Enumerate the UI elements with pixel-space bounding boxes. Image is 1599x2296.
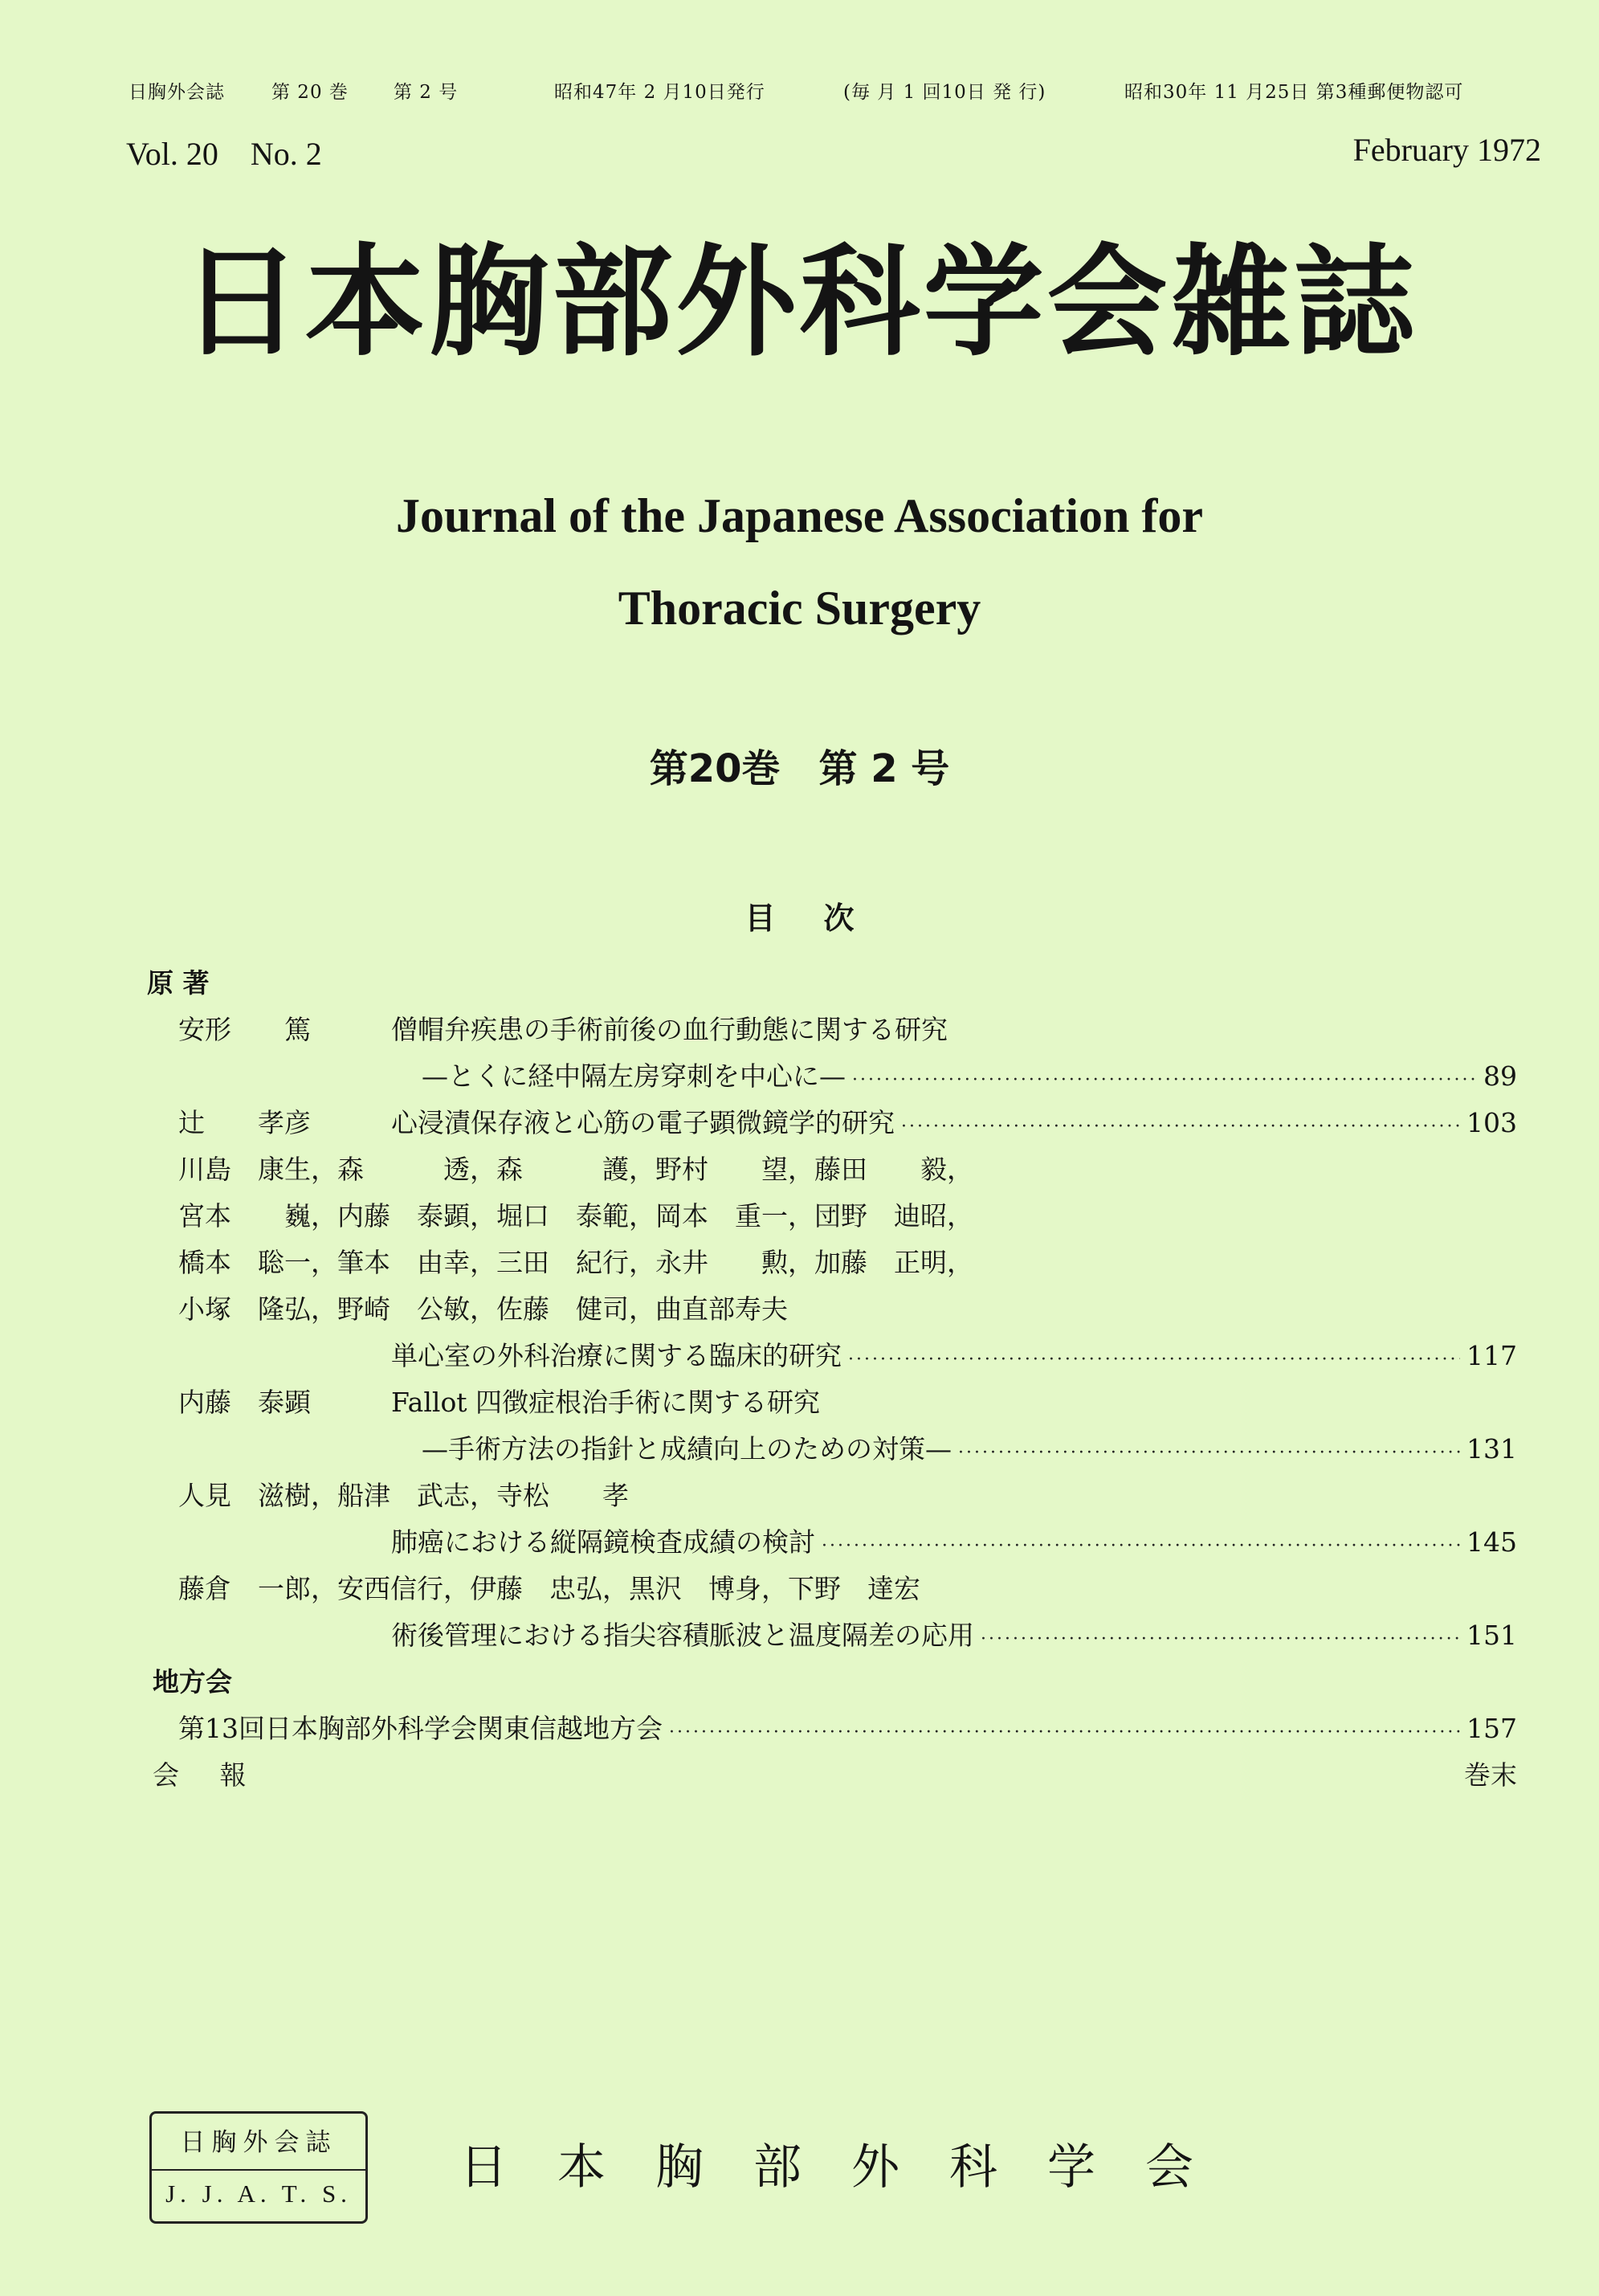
- list-item: [0, 1426, 1599, 1473]
- author-list: 内藤 泰顕: [178, 1387, 311, 1418]
- journal-title-en: [0, 470, 1599, 655]
- leader-dots: [981, 1616, 1460, 1663]
- volume-jp: 第 20 巻: [271, 82, 349, 103]
- article-title-text: 術後管理における指尖容積脈波と温度隔差の応用: [391, 1620, 974, 1651]
- journal-abbr: 日胸外会誌: [128, 82, 225, 103]
- toc-section-regional: [0, 1659, 1599, 1706]
- list-item: [0, 1053, 1599, 1100]
- list-item: [0, 1240, 1599, 1286]
- page-number: 151: [1466, 1620, 1517, 1651]
- author-list: 小塚 隆弘，野崎 公敏，佐藤 健司，曲直部寿夫: [178, 1293, 788, 1325]
- leader-dots: [669, 1710, 1460, 1756]
- article-title: [391, 1612, 1517, 1663]
- list-item: [0, 1519, 1599, 1566]
- toc-section-reports: [0, 1752, 1599, 1799]
- author-list: 川島 康生，森 透，森 護，野村 望，藤田 毅，: [178, 1154, 973, 1185]
- journal-title-en-line1: Journal of the Japanese Association for: [396, 489, 1203, 542]
- list-item: [0, 1007, 1599, 1053]
- article-title-text: 単心室の外科治療に関する臨床的研究: [391, 1340, 842, 1371]
- list-item: [0, 1146, 1599, 1193]
- section-label: 会 報: [153, 1759, 263, 1791]
- publisher-society: 日本胸部外科学会: [459, 2139, 1243, 2196]
- publication-frequency: (毎 月 1 回10日 発 行): [843, 82, 1046, 103]
- author-list: 藤倉 一郎，安西信行，伊藤 忠弘，黒沢 博身，下野 達宏: [178, 1573, 920, 1604]
- volume-en: Vol. 20: [126, 136, 218, 172]
- list-item: [0, 1193, 1599, 1240]
- masthead-line: [0, 77, 1599, 109]
- page-number: 157: [1466, 1713, 1517, 1744]
- leader-dots: [901, 1104, 1460, 1150]
- list-item: [0, 1473, 1599, 1519]
- author-list: 人見 滋樹，船津 武志，寺松 孝: [178, 1480, 629, 1511]
- article-title: [391, 1007, 948, 1053]
- page-number: 145: [1466, 1526, 1517, 1558]
- page-number: 89: [1483, 1060, 1517, 1092]
- article-title-text: Fallot 四徴症根治手術に関する研究: [391, 1387, 821, 1418]
- toc-section-original: [0, 960, 1599, 1007]
- article-subtitle-text: —手術方法の指針と成績向上のための対策—: [422, 1433, 952, 1465]
- toc-heading: 目次: [744, 900, 903, 936]
- list-item: [0, 1706, 1599, 1752]
- article-subtitle: [422, 1426, 1517, 1477]
- issue-label: 第20巻 第 2 号: [649, 746, 950, 791]
- leader-dots: [848, 1337, 1460, 1383]
- list-item: [0, 1333, 1599, 1379]
- publication-date: 昭和47年 2 月10日発行: [554, 82, 765, 103]
- regional-meeting-title: [178, 1706, 1517, 1756]
- number-en: No. 2: [250, 136, 322, 172]
- article-title-text: 肺癌における縦隔鏡検査成績の検討: [391, 1526, 815, 1558]
- list-item: [0, 1379, 1599, 1426]
- leader-dots: [822, 1523, 1460, 1570]
- author-list: 橋本 聡一，筆本 由幸，三田 紀行，永井 勲，加藤 正明，: [178, 1247, 973, 1278]
- section-label: 原 著: [147, 967, 210, 999]
- journal-abbreviation-box: [149, 2111, 368, 2224]
- volume-number-en: [126, 135, 354, 173]
- list-item: [0, 1286, 1599, 1333]
- abbr-en: J. J. A. T. S.: [165, 2180, 352, 2208]
- list-item: [0, 1100, 1599, 1146]
- article-title-text: 僧帽弁疾患の手術前後の血行動態に関する研究: [391, 1014, 948, 1045]
- divider: [152, 2169, 365, 2171]
- regional-meeting-text: 第13回日本胸部外科学会関東信越地方会: [178, 1713, 663, 1744]
- article-subtitle-text: —とくに経中隔左房穿刺を中心に—: [422, 1060, 846, 1092]
- author-list: 安形 篤: [178, 1014, 311, 1045]
- article-title: [391, 1379, 820, 1426]
- list-item: [0, 1612, 1599, 1659]
- postal-permit: 昭和30年 11 月25日 第3種郵便物認可: [1124, 82, 1464, 103]
- article-subtitle: [422, 1053, 1517, 1104]
- list-item: [0, 1566, 1599, 1612]
- page-number: 131: [1466, 1433, 1517, 1465]
- article-title-text: 心浸漬保存液と心筋の電子顕微鏡学的研究: [391, 1107, 895, 1138]
- article-title: [391, 1519, 1517, 1570]
- leader-dots: [958, 1430, 1460, 1477]
- page-number: 103: [1466, 1107, 1517, 1138]
- article-title: [391, 1333, 1517, 1383]
- leader-dots: [852, 1057, 1477, 1104]
- author-list: 宮本 巍，内藤 泰顕，堀口 泰範，岡本 重一，団野 迪昭，: [178, 1200, 973, 1232]
- section-label: 地方会: [153, 1666, 232, 1697]
- article-title: [391, 1100, 1517, 1150]
- number-jp: 第 2 号: [394, 82, 459, 103]
- journal-title-en-line2: Thoracic Surgery: [618, 582, 981, 635]
- journal-title-jp: 日本胸部外科学会雑誌: [181, 233, 1418, 373]
- abbr-jp: 日胸外会誌: [180, 2128, 337, 2157]
- issue-date-en: February 1972: [1352, 132, 1541, 168]
- author-list: 辻 孝彦: [178, 1107, 311, 1138]
- page-number: 117: [1466, 1340, 1517, 1371]
- page-number: 巻末: [1464, 1759, 1517, 1791]
